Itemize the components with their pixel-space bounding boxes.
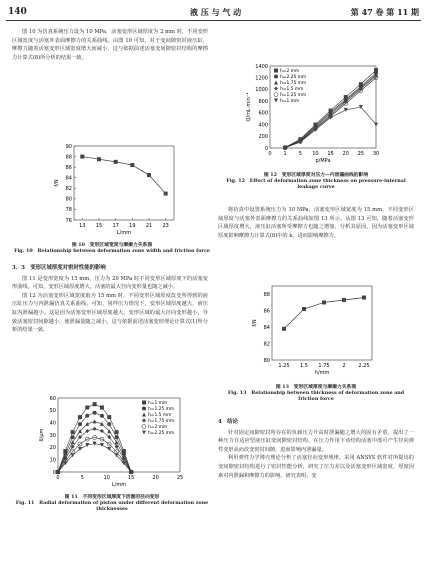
x-tick-label: 30 — [372, 151, 380, 157]
x-tick-label: 1 — [283, 151, 287, 157]
x-tick-label: 19 — [129, 223, 136, 229]
page-header — [0, 0, 427, 22]
paragraph: 图 10 为仿真系统压力设为 10 MPa，活塞变形区域厚度为 2 mm 时，不同变形区域宽度与活塞外表面摩擦力的关系曲线。由图 10 可知，对于变间隙密封液压缸，摩擦力随着活塞变形区域宽度增大而减小。这与依据前述活塞变间隙密封结构的摩擦力计算式(8)所分析的结果一致。 — [12, 29, 208, 61]
legend-marker — [274, 87, 278, 91]
data-point — [115, 435, 119, 439]
x-axis-label: L/mm — [116, 230, 132, 236]
y-tick-label: 84 — [263, 324, 270, 331]
y-tick-label: 0 — [52, 469, 56, 476]
section-4-conclusion — [218, 416, 414, 480]
paragraph: 图 12 为活塞变形区域宽度取为 15 mm 时，不同变形区域厚度改变所得到的液压缸压力与内泄漏仿真关系曲线。可知，同样压力情况下，变形区域厚度越大，液压缸内泄漏越小。这是因为活塞变形区域厚度越大，变形区域的最大径向变形越小，导致活塞密封间隙越小，使泄漏量随之减小。这与依据前述活塞变形理论计算式(1)所分析的结果一致。 — [12, 292, 208, 334]
legend-marker — [142, 401, 146, 405]
section-title: 4 结论 — [218, 419, 238, 425]
y-tick-label: 86 — [263, 308, 270, 315]
caption-en: Fig. 12 Effect of deformation zone thickness on pressure-internal leakage curve — [226, 178, 406, 191]
legend-marker — [142, 413, 146, 417]
legend-label: h=1.75 mm — [280, 81, 307, 86]
caption-en: Fig. 13 Relationship between thickness of deformation zone and friction force — [227, 390, 405, 403]
x-tick-label: 0 — [268, 151, 272, 157]
volume-issue: 第 47 卷 第 11 期 — [350, 7, 419, 17]
data-point — [93, 427, 97, 431]
caption-cn: 图 11 不同变形区域厚度下活塞的径向变形 — [64, 494, 160, 500]
data-point — [302, 307, 306, 311]
legend-label: h=2 mm — [148, 425, 168, 430]
data-point — [93, 419, 97, 423]
y-tick-label: 40 — [49, 420, 56, 427]
section-title: 3．3 变形区域厚度对密封性能的影响 — [12, 265, 106, 271]
page-number: 140 — [8, 7, 27, 17]
legend-marker — [274, 93, 278, 97]
legend-label: h=1.5 mm — [280, 87, 304, 92]
data-point — [342, 298, 346, 302]
figure-12-caption — [218, 172, 414, 191]
legend-label: h=1.5 mm — [148, 413, 172, 418]
x-tick-label: 13 — [79, 223, 86, 229]
legend-marker — [142, 431, 146, 435]
figure-10-caption — [14, 242, 210, 254]
x-tick-label: 20 — [152, 475, 159, 481]
legend-label: h=1.75 mm — [148, 419, 175, 424]
data-point — [97, 157, 101, 161]
x-tick-label: 15 — [95, 223, 103, 229]
y-tick-label: 80 — [263, 357, 270, 364]
data-point — [85, 422, 89, 426]
data-point — [164, 192, 168, 196]
x-tick-label: 21 — [145, 223, 153, 229]
legend-label: h=1.25 mm — [280, 93, 307, 98]
y-tick-label: 1400 — [255, 63, 268, 70]
figure-11-caption — [14, 494, 210, 513]
x-tick-label: 2.25 — [358, 363, 370, 369]
x-tick-label: 2 — [342, 363, 346, 369]
data-point — [71, 435, 75, 439]
data-point — [282, 327, 286, 331]
x-tick-label: 1.75 — [318, 363, 330, 369]
x-tick-label: 10 — [312, 151, 319, 157]
caption-cn: 图 10 变形区域宽度与摩擦力关系图 — [71, 242, 153, 248]
data-point — [85, 405, 89, 409]
y-tick-label: 86 — [65, 164, 72, 171]
legend-marker — [142, 425, 146, 429]
data-point — [100, 422, 104, 426]
y-tick-label: 1200 — [255, 75, 268, 82]
plot-frame — [272, 286, 372, 360]
y-tick-label: 88 — [65, 154, 72, 161]
plot-frame — [74, 146, 174, 220]
y-tick-label: 80 — [65, 196, 72, 203]
paragraph: 针对固定间隙密封所存在的负载压力升高时泄漏随之增大的固有矛盾，提出了一种压力自适应型液压缸变间隙密封结构，在压力作用下该结构活塞中部可产生径向弹性变形从而改变密封间隙，进而影响内泄漏量。 — [218, 429, 414, 453]
x-tick-label: 0 — [56, 475, 60, 481]
y-tick-label: 84 — [65, 175, 72, 182]
data-point — [147, 173, 151, 177]
y-tick-label: 600 — [258, 110, 268, 117]
y-axis-label: f/N — [252, 319, 258, 327]
x-tick-label: 25 — [176, 475, 184, 481]
y-tick-label: 88 — [263, 292, 270, 299]
y-tick-label: 82 — [263, 341, 270, 348]
legend-label: h=2.25 mm — [280, 75, 307, 80]
x-axis-label: h/mm — [314, 370, 330, 376]
legend-label: h=1 mm — [148, 401, 168, 406]
y-tick-label: 90 — [65, 143, 72, 150]
figure-13-caption — [218, 384, 414, 403]
y-tick-label: 10 — [49, 457, 56, 464]
data-point — [115, 430, 119, 434]
legend-label: h=2 mm — [280, 69, 300, 74]
y-tick-label: 0 — [264, 145, 268, 152]
legend-marker — [274, 81, 278, 85]
legend-label: h=1 mm — [280, 99, 300, 104]
caption-en: Fig. 10 Relationship between deformation zone width and friction force — [14, 248, 210, 255]
data-point — [130, 163, 134, 167]
data-point — [80, 155, 84, 159]
right-paragraph — [218, 206, 414, 240]
y-tick-label: 800 — [258, 98, 268, 105]
legend-marker — [274, 69, 278, 73]
figure-13-chart — [250, 280, 380, 380]
y-tick-label: 50 — [49, 408, 56, 415]
x-axis-label: L/mm — [111, 482, 127, 488]
y-axis-label: f/N — [54, 179, 60, 187]
y-tick-label: 82 — [65, 186, 72, 193]
legend-label: h=1.25 mm — [148, 407, 175, 412]
x-tick-label: 1.5 — [300, 363, 308, 369]
data-point — [78, 422, 82, 426]
caption-cn: 图 12 变形区域厚度对压力—内泄漏曲线的影响 — [263, 172, 369, 178]
legend-marker — [274, 75, 278, 79]
left-intro-text — [12, 28, 208, 62]
data-point — [85, 414, 89, 418]
x-tick-label: 5 — [80, 475, 84, 481]
y-tick-label: 76 — [65, 217, 72, 224]
section-3-3 — [12, 262, 208, 335]
caption-en: Fig. 11 Radial deformation of piston under different deformation zone thicknesses — [15, 500, 209, 513]
x-axis-label: p/MPa — [315, 158, 331, 164]
paragraph: 将仿真中设置系统压力为 10 MPa，活塞变形区域宽度为 15 mm，不同变形区域厚度与活塞外表面摩擦力的关系曲线如图 13 所示。从图 13 可知，随着活塞变形区域厚度增大，液压缸活塞所受摩擦力也随之增加。分析其原因，因为活塞变形区域厚度影响摩擦力计算式(8)中的 k，进而影响摩擦力。 — [218, 207, 414, 239]
caption-cn: 图 13 变形区域厚度与摩擦力关系图 — [275, 384, 357, 390]
data-point — [93, 411, 97, 415]
x-tick-label: 23 — [162, 223, 169, 229]
legend-marker — [142, 407, 146, 411]
data-point — [374, 123, 378, 127]
x-tick-label: 25 — [357, 151, 365, 157]
y-tick-label: 78 — [65, 207, 72, 214]
data-point — [114, 160, 118, 164]
data-point — [107, 415, 111, 419]
y-tick-label: 30 — [49, 432, 56, 439]
x-tick-label: 1.25 — [278, 363, 290, 369]
legend-marker — [274, 99, 278, 103]
paragraph: 利用弹性力学薄壳理论分析了活塞径向变形规律，采用 ANSYS 软件对所提出的变间隙密封结构进行了密封性能分析，研究了压力差以及活塞变形区域宽度、厚度因素对内泄漏和摩擦力的影响。研究表明，变 — [218, 455, 414, 479]
legend-marker — [142, 419, 146, 423]
header-rule — [6, 20, 421, 21]
data-point — [362, 296, 366, 300]
data-point — [100, 414, 104, 418]
x-tick-label: 15 — [128, 475, 135, 481]
x-tick-label: 17 — [112, 223, 119, 229]
journal-name: 液 压 与 气 动 — [190, 7, 242, 17]
data-point — [93, 402, 97, 406]
data-point — [322, 300, 326, 304]
paragraph: 图 11 是变形宽度为 15 mm，压力为 20 MPa 时不同变形区域厚度下的活塞变形曲线。可知，变形区域厚度增大，活塞的最大径向变形量也随之减小。 — [12, 275, 208, 291]
x-tick-label: 5 — [298, 151, 302, 157]
y-tick-label: 1000 — [255, 87, 268, 94]
data-point — [78, 415, 82, 419]
y-tick-label: 20 — [49, 445, 56, 452]
data-point — [107, 422, 111, 426]
x-tick-label: 15 — [327, 151, 334, 157]
series-line — [58, 444, 131, 472]
y-tick-label: 60 — [49, 395, 56, 402]
x-tick-label: 10 — [103, 475, 110, 481]
legend-label: h=2.25 mm — [148, 431, 175, 436]
data-point — [100, 405, 104, 409]
x-tick-label: 20 — [342, 151, 349, 157]
y-axis-label: δ/μm — [39, 428, 45, 442]
y-tick-label: 400 — [258, 122, 268, 129]
figure-11-chart — [38, 392, 190, 492]
data-point — [71, 430, 75, 434]
figure-12-chart — [244, 60, 384, 170]
y-axis-label: Q/mL·min⁻¹ — [246, 92, 252, 122]
series-line — [82, 157, 165, 194]
figure-10-chart — [52, 140, 182, 240]
y-tick-label: 200 — [258, 134, 268, 141]
